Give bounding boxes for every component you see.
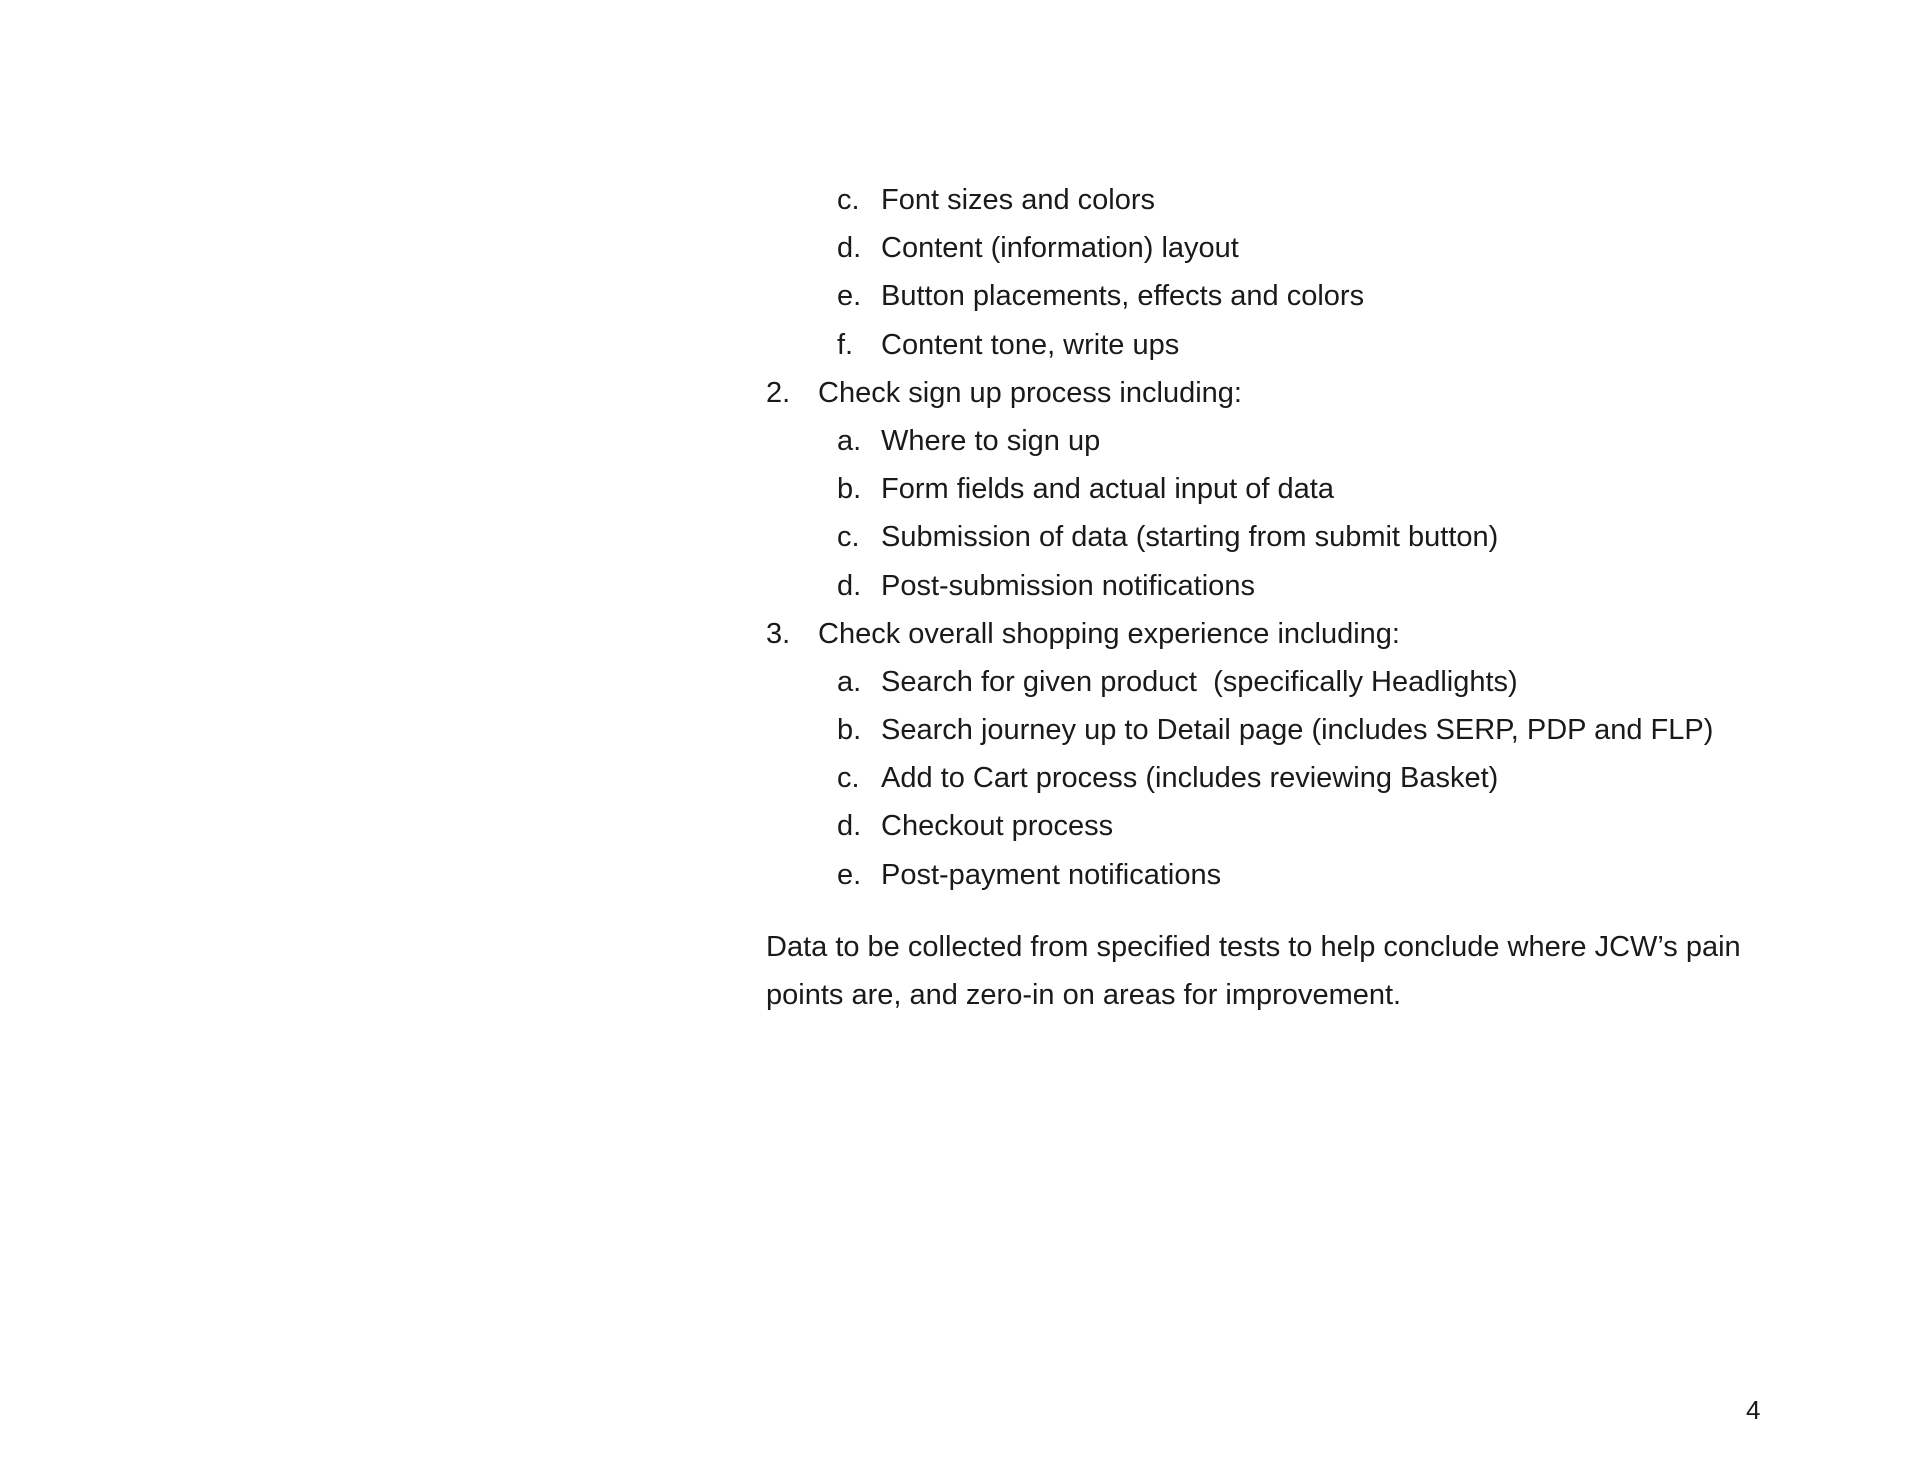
list-marker: d. [837, 232, 862, 265]
list-item [766, 513, 1776, 561]
summary-paragraph: Data to be collected from specified tests to help conclude where JCW’s pain points are, and zero-in on areas for improvement. [766, 930, 1741, 1012]
list-item-text: Post-submission notifications [881, 569, 1255, 602]
list-marker: d. [837, 810, 862, 843]
list-marker: d. [837, 569, 862, 602]
page-number: 4 [1746, 1395, 1761, 1425]
list-marker: f. [837, 328, 854, 361]
list-item-text: Where to sign up [881, 424, 1101, 457]
list-marker: c. [837, 184, 860, 216]
list-marker: b. [837, 714, 862, 747]
list-item-text: Search for given product (specifically Headlights) [881, 665, 1518, 698]
list-item-text: Check sign up process including: [818, 376, 1242, 409]
list-marker: b. [837, 473, 862, 506]
numbered-list-item [766, 610, 1776, 658]
list-item [766, 321, 1776, 369]
list-marker: a. [837, 424, 862, 457]
list-marker: c. [837, 762, 860, 795]
list-item [766, 802, 1776, 850]
list-item-text: Search journey up to Detail page (includes SERP, PDP and FLP) [881, 714, 1714, 747]
list-item-text: Check overall shopping experience including: [818, 617, 1400, 650]
list-number: 3. [766, 617, 791, 650]
list-item-text: Checkout process [881, 810, 1114, 843]
list-marker: e. [837, 280, 862, 313]
list-item-text: Add to Cart process (includes reviewing Basket) [881, 762, 1499, 795]
list-item [766, 272, 1776, 320]
list-item-text: Content tone, write ups [881, 328, 1180, 361]
list-item-text: Form fields and actual input of data [881, 473, 1334, 506]
list-item [766, 224, 1776, 272]
list-item [766, 417, 1776, 465]
list-marker: a. [837, 665, 862, 698]
list-number: 2. [766, 376, 791, 409]
list-item [766, 754, 1776, 802]
list-item [766, 706, 1776, 754]
page-content [766, 176, 1776, 1048]
list-marker: c. [837, 521, 860, 554]
list-item [766, 851, 1776, 899]
numbered-list-item [766, 369, 1776, 417]
list-item [766, 176, 1776, 224]
list-item [766, 658, 1776, 706]
list-item-text: Font sizes and colors [881, 184, 1156, 216]
list-item-text: Post-payment notifications [881, 858, 1222, 891]
list-item-text: Submission of data (starting from submit button) [881, 521, 1499, 554]
list-item-text: Content (information) layout [881, 232, 1239, 265]
list-marker: e. [837, 858, 862, 891]
list-item-text: Button placements, effects and colors [881, 280, 1365, 313]
list-item [766, 562, 1776, 610]
list-item [766, 465, 1776, 513]
